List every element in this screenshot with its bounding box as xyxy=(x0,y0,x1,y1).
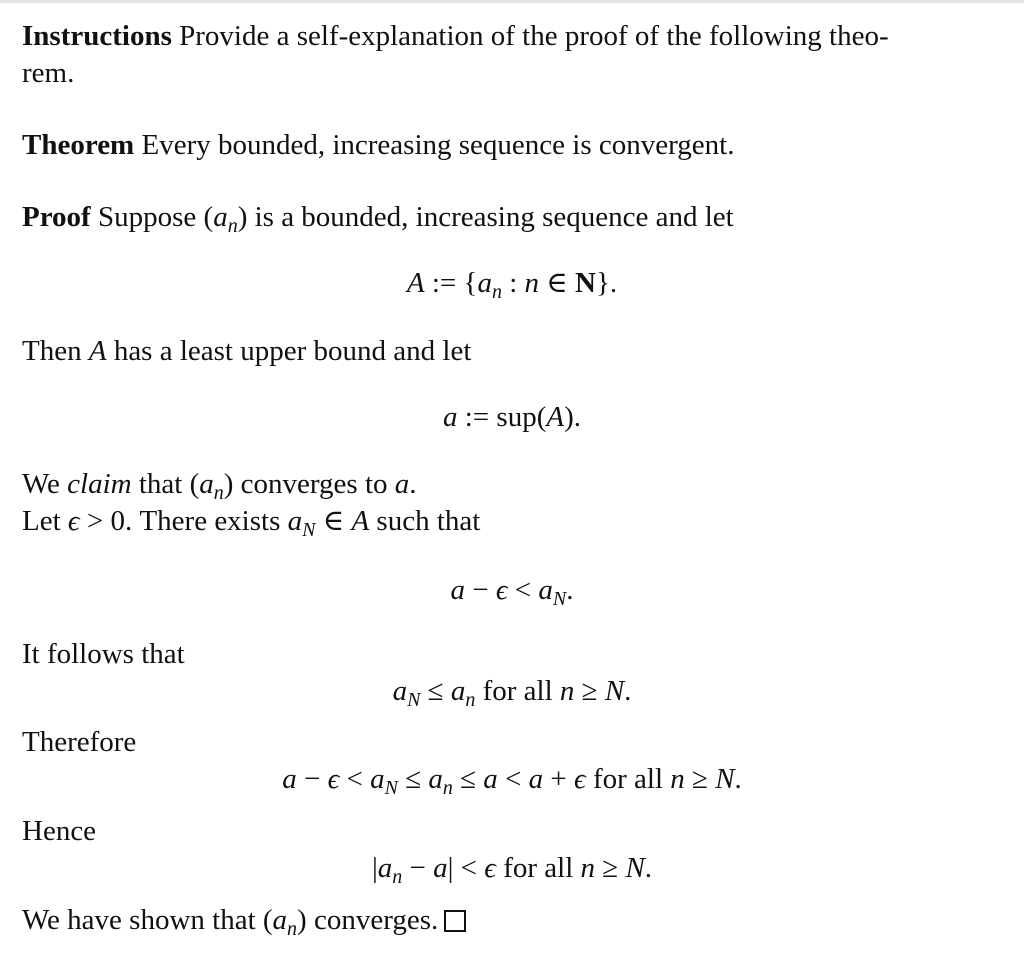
theorem-label: Theorem xyxy=(22,129,135,161)
equation-a-minus-eps: $a - \epsilon < a_N$. xyxy=(450,574,574,610)
claim-word: claim xyxy=(67,468,132,500)
proof-then-line: Then A has a least upper bound and let xyxy=(22,335,472,367)
theorem-statement xyxy=(22,127,734,163)
proof-claim-line: We claim that $(a_n)$ converges to a. xyxy=(22,468,417,504)
proof-intro-text: Suppose $(a_n)$ is a bounded, increasing sequence and let xyxy=(97,201,734,237)
instructions-line-2 xyxy=(22,55,74,91)
equation-sup: a := sup(A). xyxy=(443,401,581,433)
top-divider xyxy=(0,0,1024,3)
qed-box-icon xyxy=(444,910,466,932)
instructions-label: Instructions xyxy=(22,20,172,52)
theorem-text: Every bounded, increasing sequence is convergent. xyxy=(141,129,735,161)
equation-set-A: A := {$a_n$ : n ∈ N}. xyxy=(406,267,618,303)
equation-monotone: $a_N \le a_n$ for all n ≥ N. xyxy=(392,675,632,711)
instructions-text-1: Provide a self-explanation of the proof of the following theo- xyxy=(179,20,889,52)
proof-intro xyxy=(22,199,734,235)
proof-conclusion: We have shown that $(a_n)$ converges. xyxy=(22,902,466,938)
proof-follows-line: It follows that xyxy=(22,638,185,670)
proof-intro-a: Suppose ( xyxy=(97,201,214,233)
instructions-text-2: rem. xyxy=(22,57,75,89)
proof-hence-line: Hence xyxy=(22,815,97,847)
instructions-line-1 xyxy=(22,18,889,54)
proof-therefore-line: Therefore xyxy=(22,726,137,758)
proof-intro-b: ) is a bounded, increasing sequence and let xyxy=(237,201,734,233)
equation-chain: $a - \epsilon < a_N \le a_n \le a < a + \epsilon$ for all n ≥ N. xyxy=(282,763,742,799)
proof-let-line: Let ϵ > 0. There exists $a_N$ ∈ A such that xyxy=(22,505,481,541)
proof-label: Proof xyxy=(22,201,91,233)
equation-abs: $|a_n - a| < \epsilon$ for all n ≥ N. xyxy=(371,852,653,888)
